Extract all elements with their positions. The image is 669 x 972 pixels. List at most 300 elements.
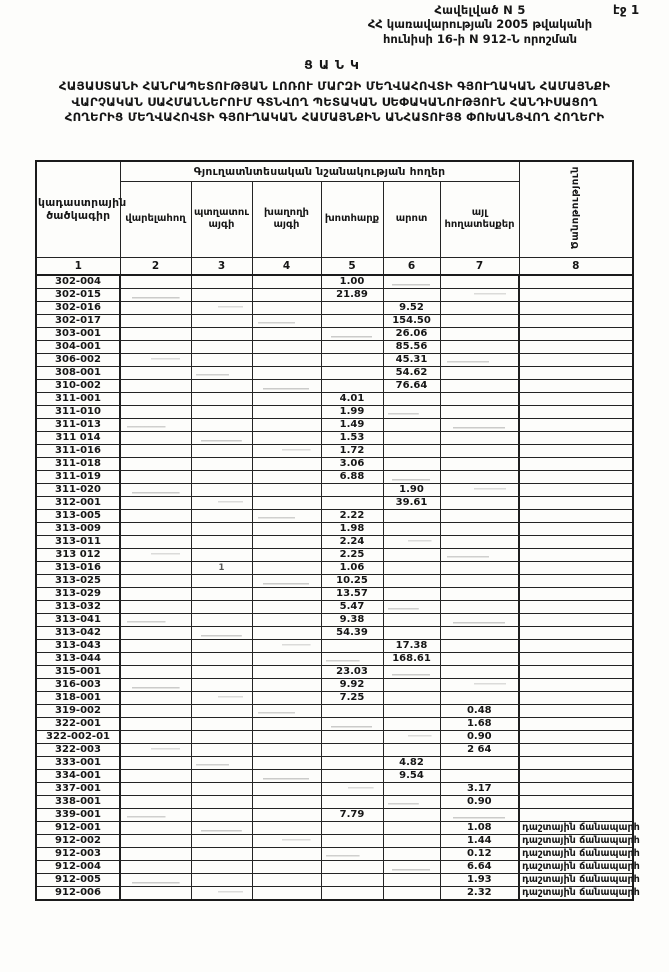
cell-pasture: 154.50 xyxy=(383,315,440,328)
table-row xyxy=(36,406,633,419)
cell-hayfield: 7.25 xyxy=(321,692,383,705)
cell-other-lands xyxy=(440,692,519,705)
cell-cadastral-code: 313-044 xyxy=(36,653,120,666)
cell-orchard xyxy=(191,679,252,692)
cell-other-lands xyxy=(440,484,519,497)
cell-orchard xyxy=(191,835,252,848)
cell-pasture xyxy=(383,731,440,744)
cell-cadastral-code: 333-001 xyxy=(36,757,120,770)
cell-note xyxy=(519,393,633,406)
cell-note xyxy=(519,354,633,367)
cell-other-lands xyxy=(440,275,519,289)
cell-arable xyxy=(120,523,191,536)
table-row xyxy=(36,848,633,861)
cell-arable xyxy=(120,562,191,575)
table-row xyxy=(36,796,633,809)
cell-pasture xyxy=(383,848,440,861)
column-header-pasture: արոտ xyxy=(383,181,440,257)
cell-cadastral-code: 912-005 xyxy=(36,874,120,887)
cell-note xyxy=(519,783,633,796)
cell-vineyard xyxy=(252,562,321,575)
cell-arable xyxy=(120,354,191,367)
cell-orchard xyxy=(191,601,252,614)
cell-arable xyxy=(120,835,191,848)
table-row xyxy=(36,302,633,315)
cell-hayfield: 7.79 xyxy=(321,809,383,822)
cell-vineyard xyxy=(252,666,321,679)
cell-hayfield: 1.49 xyxy=(321,419,383,432)
cell-orchard xyxy=(191,471,252,484)
cell-other-lands: 1.93 xyxy=(440,874,519,887)
cell-pasture xyxy=(383,783,440,796)
cell-orchard xyxy=(191,848,252,861)
table-row xyxy=(36,523,633,536)
cell-other-lands xyxy=(440,419,519,432)
cell-vineyard xyxy=(252,757,321,770)
cell-orchard xyxy=(191,783,252,796)
cell-vineyard xyxy=(252,471,321,484)
cell-note xyxy=(519,432,633,445)
cell-orchard xyxy=(191,718,252,731)
cell-hayfield xyxy=(321,835,383,848)
cell-pasture xyxy=(383,536,440,549)
appendix-line-1: Հավելված N 5 xyxy=(434,3,526,17)
cell-cadastral-code: 313 012 xyxy=(36,549,120,562)
table-row xyxy=(36,809,633,822)
cell-hayfield: 1.06 xyxy=(321,562,383,575)
cell-note xyxy=(519,380,633,393)
table-row xyxy=(36,822,633,835)
cell-pasture xyxy=(383,679,440,692)
cell-hayfield xyxy=(321,731,383,744)
cell-cadastral-code: 912-003 xyxy=(36,848,120,861)
cell-note xyxy=(519,458,633,471)
cell-hayfield xyxy=(321,640,383,653)
table-row xyxy=(36,601,633,614)
cell-other-lands xyxy=(440,640,519,653)
cell-note: դաշտային ճանապարհ xyxy=(519,835,633,848)
cell-pasture xyxy=(383,549,440,562)
subtitle-line-1: ՀԱՅԱՍՏԱՆԻ ՀԱՆՐԱՊԵՏՈՒԹՅԱՆ ԼՈՌՈՒ ՄԱՐԶԻ ՄԵՂՎԱՀՈՎՏԻ ԳՅՈՒՂԱԿԱՆ ՀԱՄԱՅՆՔԻ xyxy=(58,79,611,93)
cell-note xyxy=(519,289,633,302)
cell-cadastral-code: 912-006 xyxy=(36,887,120,901)
cell-cadastral-code: 303-001 xyxy=(36,328,120,341)
column-header-other-lands: այլ հողատեսքեր xyxy=(440,181,519,257)
cell-other-lands xyxy=(440,614,519,627)
cell-orchard xyxy=(191,302,252,315)
cell-hayfield: 2.25 xyxy=(321,549,383,562)
cell-hayfield xyxy=(321,367,383,380)
cell-cadastral-code: 311-010 xyxy=(36,406,120,419)
cell-orchard xyxy=(191,575,252,588)
cell-cadastral-code: 313-016 xyxy=(36,562,120,575)
column-header-orchard: պտղատու այգի xyxy=(191,181,252,257)
document-title: ՑԱՆԿ xyxy=(304,57,365,72)
table-row xyxy=(36,614,633,627)
cell-vineyard xyxy=(252,731,321,744)
cell-cadastral-code: 311-020 xyxy=(36,484,120,497)
cell-vineyard xyxy=(252,822,321,835)
cell-pasture xyxy=(383,796,440,809)
cell-other-lands xyxy=(440,536,519,549)
table-row xyxy=(36,653,633,666)
cell-vineyard xyxy=(252,289,321,302)
table-row xyxy=(36,718,633,731)
cell-orchard xyxy=(191,627,252,640)
table-row xyxy=(36,835,633,848)
cell-arable xyxy=(120,406,191,419)
cell-note xyxy=(519,575,633,588)
cell-orchard xyxy=(191,692,252,705)
cell-note xyxy=(519,601,633,614)
cell-other-lands: 0.12 xyxy=(440,848,519,861)
cell-pasture: 9.52 xyxy=(383,302,440,315)
cell-note xyxy=(519,315,633,328)
column-number: 8 xyxy=(519,257,633,275)
cell-other-lands xyxy=(440,341,519,354)
cell-cadastral-code: 311 014 xyxy=(36,432,120,445)
cell-vineyard xyxy=(252,458,321,471)
cell-vineyard xyxy=(252,835,321,848)
cell-vineyard xyxy=(252,861,321,874)
cell-hayfield: 1.00 xyxy=(321,275,383,289)
cell-orchard xyxy=(191,640,252,653)
table-row xyxy=(36,731,633,744)
cell-other-lands xyxy=(440,315,519,328)
cell-pasture xyxy=(383,419,440,432)
table-row xyxy=(36,458,633,471)
cell-pasture xyxy=(383,289,440,302)
cell-hayfield xyxy=(321,497,383,510)
table-row xyxy=(36,393,633,406)
cell-cadastral-code: 313-009 xyxy=(36,523,120,536)
cell-vineyard xyxy=(252,874,321,887)
column-header-note xyxy=(519,161,633,257)
cell-pasture xyxy=(383,471,440,484)
cell-note xyxy=(519,302,633,315)
cell-pasture: 76.64 xyxy=(383,380,440,393)
cell-cadastral-code: 310-002 xyxy=(36,380,120,393)
cell-cadastral-code: 322-003 xyxy=(36,744,120,757)
cell-orchard xyxy=(191,497,252,510)
cell-pasture: 54.62 xyxy=(383,367,440,380)
cell-orchard xyxy=(191,744,252,757)
cell-other-lands xyxy=(440,458,519,471)
table-row xyxy=(36,536,633,549)
cell-other-lands xyxy=(440,770,519,783)
cell-pasture xyxy=(383,458,440,471)
cell-cadastral-code: 302-017 xyxy=(36,315,120,328)
cell-other-lands xyxy=(440,328,519,341)
cell-note xyxy=(519,614,633,627)
cell-note xyxy=(519,275,633,289)
cell-other-lands xyxy=(440,497,519,510)
cell-orchard xyxy=(191,757,252,770)
cell-arable xyxy=(120,510,191,523)
cell-vineyard xyxy=(252,705,321,718)
cell-orchard: 1 xyxy=(191,562,252,575)
cell-orchard xyxy=(191,536,252,549)
land-transfer-table xyxy=(35,160,640,901)
cell-cadastral-code: 912-001 xyxy=(36,822,120,835)
cell-vineyard xyxy=(252,393,321,406)
cell-other-lands xyxy=(440,653,519,666)
cell-vineyard xyxy=(252,497,321,510)
cell-pasture: 45.31 xyxy=(383,354,440,367)
cell-hayfield xyxy=(321,341,383,354)
cell-vineyard xyxy=(252,627,321,640)
table-row xyxy=(36,549,633,562)
page-number: էջ 1 xyxy=(613,3,640,17)
cell-orchard xyxy=(191,367,252,380)
cell-hayfield: 1.99 xyxy=(321,406,383,419)
cell-other-lands xyxy=(440,393,519,406)
cell-cadastral-code: 339-001 xyxy=(36,809,120,822)
column-number: 7 xyxy=(440,257,519,275)
cell-other-lands xyxy=(440,367,519,380)
cell-cadastral-code: 316-003 xyxy=(36,679,120,692)
cell-note xyxy=(519,718,633,731)
cell-arable xyxy=(120,302,191,315)
cell-vineyard xyxy=(252,809,321,822)
cell-pasture xyxy=(383,523,440,536)
table-row xyxy=(36,367,633,380)
table-row xyxy=(36,275,633,289)
cell-orchard xyxy=(191,458,252,471)
cell-other-lands xyxy=(440,289,519,302)
cell-orchard xyxy=(191,588,252,601)
cell-other-lands xyxy=(440,432,519,445)
cell-other-lands xyxy=(440,809,519,822)
cell-orchard xyxy=(191,705,252,718)
table-row xyxy=(36,770,633,783)
cell-other-lands: 2 64 xyxy=(440,744,519,757)
cell-pasture xyxy=(383,666,440,679)
cell-note xyxy=(519,419,633,432)
column-number: 5 xyxy=(321,257,383,275)
cell-arable xyxy=(120,367,191,380)
cell-hayfield xyxy=(321,705,383,718)
cell-other-lands xyxy=(440,510,519,523)
cell-other-lands: 0.90 xyxy=(440,731,519,744)
column-number: 1 xyxy=(36,257,120,275)
table-row xyxy=(36,757,633,770)
cell-orchard xyxy=(191,432,252,445)
cell-arable xyxy=(120,393,191,406)
cell-cadastral-code: 313-029 xyxy=(36,588,120,601)
cell-pasture xyxy=(383,601,440,614)
cell-orchard xyxy=(191,614,252,627)
cell-orchard xyxy=(191,380,252,393)
table-row xyxy=(36,354,633,367)
cell-cadastral-code: 302-004 xyxy=(36,275,120,289)
table-row xyxy=(36,419,633,432)
cell-cadastral-code: 313-043 xyxy=(36,640,120,653)
cell-cadastral-code: 313-025 xyxy=(36,575,120,588)
cell-orchard xyxy=(191,523,252,536)
cell-hayfield: 4.01 xyxy=(321,393,383,406)
cell-arable xyxy=(120,614,191,627)
cell-hayfield: 5.47 xyxy=(321,601,383,614)
cell-hayfield: 10.25 xyxy=(321,575,383,588)
cell-orchard xyxy=(191,354,252,367)
cell-pasture xyxy=(383,692,440,705)
cell-vineyard xyxy=(252,367,321,380)
table-row xyxy=(36,380,633,393)
cell-arable xyxy=(120,744,191,757)
cell-arable xyxy=(120,588,191,601)
cell-note xyxy=(519,562,633,575)
cell-vineyard xyxy=(252,354,321,367)
cell-cadastral-code: 912-004 xyxy=(36,861,120,874)
cell-pasture xyxy=(383,861,440,874)
cell-hayfield: 21.89 xyxy=(321,289,383,302)
table-row xyxy=(36,315,633,328)
cell-note xyxy=(519,770,633,783)
cell-note xyxy=(519,653,633,666)
cell-hayfield xyxy=(321,380,383,393)
cell-arable xyxy=(120,328,191,341)
cell-other-lands xyxy=(440,666,519,679)
cell-other-lands: 6.64 xyxy=(440,861,519,874)
cell-hayfield xyxy=(321,354,383,367)
cell-vineyard xyxy=(252,796,321,809)
cell-note: դաշտային ճանապարհ xyxy=(519,874,633,887)
cell-note xyxy=(519,523,633,536)
cell-orchard xyxy=(191,887,252,901)
column-number: 3 xyxy=(191,257,252,275)
cell-vineyard xyxy=(252,341,321,354)
cell-pasture xyxy=(383,809,440,822)
cell-cadastral-code: 334-001 xyxy=(36,770,120,783)
cell-arable xyxy=(120,575,191,588)
cell-hayfield: 3.06 xyxy=(321,458,383,471)
cell-note xyxy=(519,497,633,510)
cell-arable xyxy=(120,731,191,744)
cell-hayfield xyxy=(321,822,383,835)
cell-note xyxy=(519,809,633,822)
cell-orchard xyxy=(191,809,252,822)
cell-other-lands xyxy=(440,562,519,575)
cell-vineyard xyxy=(252,770,321,783)
cell-hayfield: 2.24 xyxy=(321,536,383,549)
cell-pasture xyxy=(383,445,440,458)
cell-cadastral-code: 306-002 xyxy=(36,354,120,367)
cell-arable xyxy=(120,692,191,705)
table-row xyxy=(36,445,633,458)
cell-hayfield: 1.72 xyxy=(321,445,383,458)
cell-arable xyxy=(120,471,191,484)
cell-other-lands xyxy=(440,627,519,640)
table-row xyxy=(36,783,633,796)
cell-vineyard xyxy=(252,549,321,562)
table-row xyxy=(36,861,633,874)
cell-orchard xyxy=(191,861,252,874)
cell-other-lands xyxy=(440,679,519,692)
cell-arable xyxy=(120,497,191,510)
cell-note: դաշտային ճանապարհ xyxy=(519,887,633,901)
cell-hayfield xyxy=(321,887,383,901)
cell-arable xyxy=(120,796,191,809)
cell-other-lands xyxy=(440,601,519,614)
cell-hayfield xyxy=(321,757,383,770)
cell-note xyxy=(519,627,633,640)
cell-note: դաշտային ճանապարհ xyxy=(519,822,633,835)
column-header-vineyard: խաղողի այգի xyxy=(252,181,321,257)
cell-hayfield xyxy=(321,328,383,341)
cell-hayfield: 9.38 xyxy=(321,614,383,627)
appendix-header xyxy=(300,3,660,46)
cell-orchard xyxy=(191,406,252,419)
cell-other-lands xyxy=(440,575,519,588)
table-row xyxy=(36,484,633,497)
cell-arable xyxy=(120,705,191,718)
note-header-vertical-text: Ծանոթություն xyxy=(570,166,582,250)
cell-arable xyxy=(120,549,191,562)
cell-other-lands xyxy=(440,380,519,393)
cell-arable xyxy=(120,822,191,835)
cell-vineyard xyxy=(252,510,321,523)
cell-orchard xyxy=(191,315,252,328)
cell-other-lands xyxy=(440,354,519,367)
cell-vineyard xyxy=(252,406,321,419)
cell-hayfield: 1.53 xyxy=(321,432,383,445)
cell-vineyard xyxy=(252,380,321,393)
table-row xyxy=(36,692,633,705)
cell-hayfield xyxy=(321,770,383,783)
cell-orchard xyxy=(191,796,252,809)
cell-hayfield xyxy=(321,796,383,809)
cell-note xyxy=(519,731,633,744)
table-row xyxy=(36,497,633,510)
cell-vineyard xyxy=(252,445,321,458)
cell-hayfield: 1.98 xyxy=(321,523,383,536)
table-row xyxy=(36,562,633,575)
cell-hayfield xyxy=(321,484,383,497)
cell-cadastral-code: 311-019 xyxy=(36,471,120,484)
cell-pasture xyxy=(383,887,440,901)
cell-hayfield xyxy=(321,783,383,796)
cell-note xyxy=(519,367,633,380)
cell-vineyard xyxy=(252,419,321,432)
cell-note: դաշտային ճանապարհ xyxy=(519,848,633,861)
cell-vineyard xyxy=(252,718,321,731)
appendix-line-3: հունիսի 16-ի N 912-Ն որոշման xyxy=(383,31,577,46)
column-header-hayfield: խոտհարք xyxy=(321,181,383,257)
cell-cadastral-code: 315-001 xyxy=(36,666,120,679)
cell-orchard xyxy=(191,549,252,562)
cell-other-lands xyxy=(440,406,519,419)
cell-arable xyxy=(120,861,191,874)
subtitle-line-2: ՎԱՐՉԱԿԱՆ ՍԱՀՄԱՆՆԵՐՈՒՄ ԳՏՆՎՈՂ ՊԵՏԱԿԱՆ ՍԵՓԱԿԱՆՈՒԹՅՈՒՆ ՀԱՆԴԻՍԱՑՈՂ xyxy=(71,94,598,109)
cell-vineyard xyxy=(252,614,321,627)
cell-pasture xyxy=(383,406,440,419)
cell-arable xyxy=(120,783,191,796)
cell-cadastral-code: 313-011 xyxy=(36,536,120,549)
cell-arable xyxy=(120,315,191,328)
table-group-header: Գյուղատնտեսական նշանակության հողեր xyxy=(120,161,519,181)
cell-other-lands xyxy=(440,471,519,484)
cell-orchard xyxy=(191,484,252,497)
cell-vineyard xyxy=(252,601,321,614)
subtitle-line-3: ՀՈՂԵՐԻՑ ՄԵՂՎԱՀՈՎՏԻ ԳՅՈՒՂԱԿԱՆ ՀԱՄԱՅՆՔԻՆ ԱՆՀԱՏՈՒՅՑ ՓՈԽԱՆՑՎՈՂ ՀՈՂԵՐԻ xyxy=(64,110,605,125)
cell-pasture: 9.54 xyxy=(383,770,440,783)
cell-orchard xyxy=(191,445,252,458)
cell-cadastral-code: 319-002 xyxy=(36,705,120,718)
cell-cadastral-code: 311-016 xyxy=(36,445,120,458)
cell-vineyard xyxy=(252,302,321,315)
cell-pasture xyxy=(383,510,440,523)
